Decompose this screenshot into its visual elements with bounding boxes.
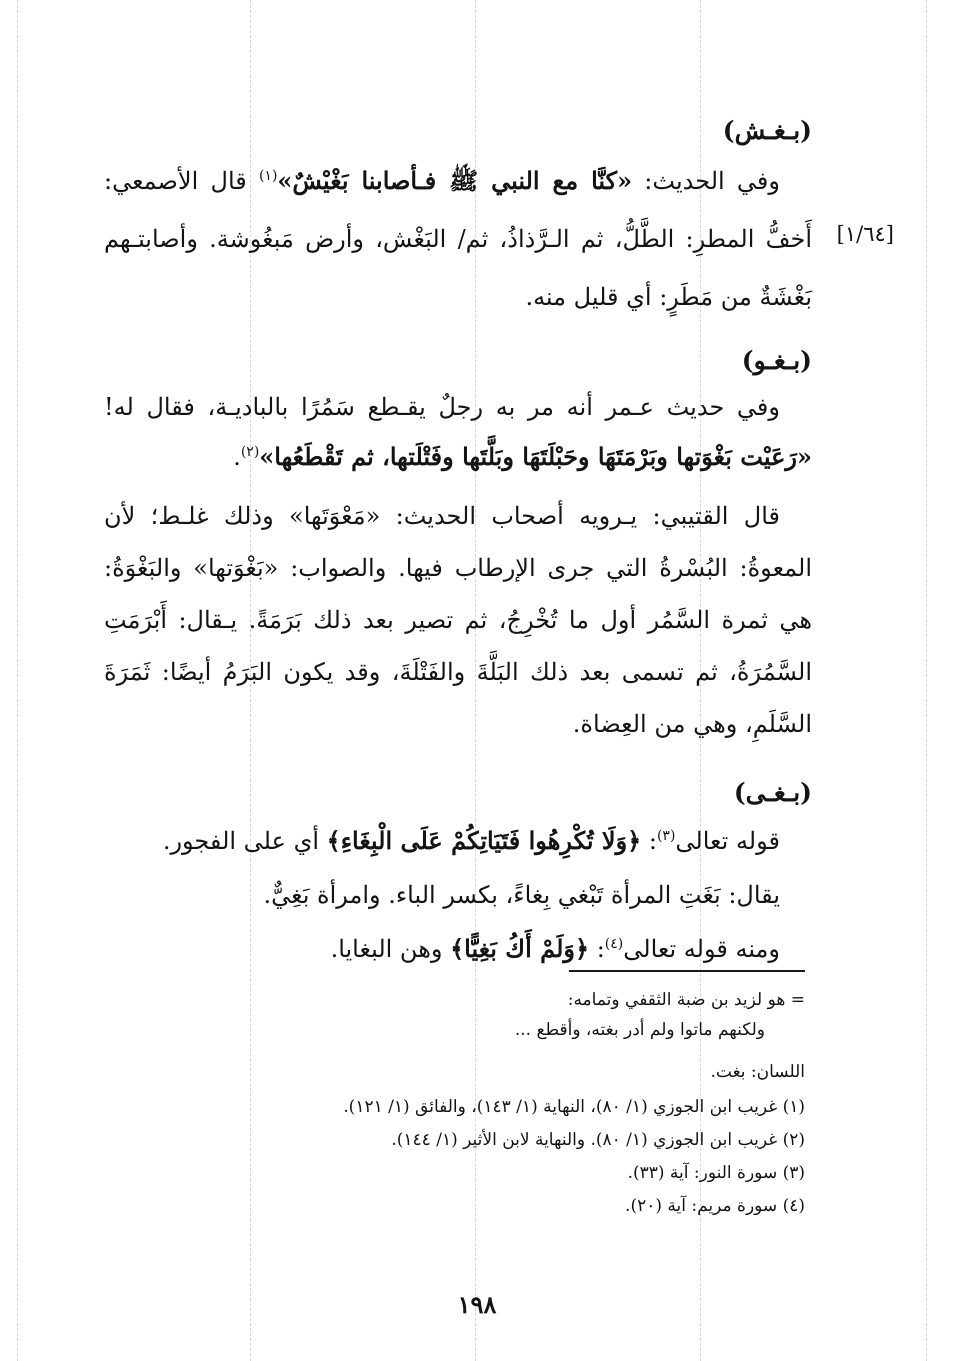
page-number: ١٩٨ — [457, 1290, 497, 1319]
entry-bghw — [104, 340, 812, 750]
footnote-continuation: اللسان: بغت. — [710, 1062, 805, 1082]
page-body — [104, 110, 812, 976]
entry-heading: (بـغـش) — [722, 116, 812, 145]
entry-paragraph: قال القتيبي: يـرويه أصحاب الحديث: «مَعْوَتَها» وذلك غلـط؛ لأن المعوةُ: البُسْرةُ التي جرى الإرطاب فيها. والصواب: «بَغْوَتها» والبَغْوَةُ: هي ثمرة السَّمُر أول ما تُخْرِجُ، ثم تصير بعد ذلك بَرَمَةً. يـقال: أَبْرَمَتِ السَّمُرَةُ، ثم تسمى بعد ذلك البَلَّةَ والفَتْلَةَ، وقد يكون البَرَمُ أيضًا: ثَمَرَةَ السَّلَمِ، وهي من العِضاة. — [104, 502, 812, 738]
scan-fold-line — [17, 0, 18, 1361]
footnote-item: (١) غريب ابن الجوزي (١/ ٨٠)، النهاية (١/ ١٤٣)، والفائق (١/ ١٢١). — [343, 1097, 805, 1117]
entry-heading: (بـغـو) — [741, 346, 812, 375]
footnote-marker: (١) — [258, 168, 278, 184]
footnote-marker: (٤) — [604, 936, 624, 952]
hadith-quote: «كنَّا مع النبي ﷺ فـأصابنا بَغْيْشٌ» — [277, 166, 633, 195]
quran-verse: ﴿وَلَمْ أَكُ بَغِيًّا﴾ — [450, 934, 590, 963]
footnote-item: (٤) سورة مريم: آية (٢٠). — [625, 1196, 805, 1216]
hadith-quote: «رَعَيْت بَغْوَتها وبَرْمَتَهَا وحَبْلَتَهَا وبَلَّتَها وفَتْلَتها، ثم تَقْطَعُها» — [259, 442, 812, 471]
entry-bghy — [104, 772, 812, 976]
entry-paragraph: قوله تعالى$^{(٣)}$: ﴿وَلَا تُكْرِهُوا فَتَيَاتِكُمْ عَلَى الْبِغَاءِ﴾ أي على الفجور. — [162, 826, 780, 855]
footnote-separator — [569, 970, 805, 972]
footnote-item: (٣) سورة النور: آية (٣٣). — [627, 1163, 805, 1183]
entry-paragraph: وفي الحديث: «كنَّا مع النبي ﷺ فـأصابنا بَغْيْشٌ»$^{(١)}$ قال الأصمعي: أَخفُّ المطرِ: الطَّلُّ، ثم الـرَّذاذُ، ثم/ البَغْش، وأرض مَبغُوشة. وأصابتـهم بَغْشَةٌ من مَطَرٍ: أي قليل منه. — [104, 166, 812, 311]
entry-bghsh — [104, 110, 812, 326]
footnote-continuation: = هو لزيد بن ضبة الثقفي وتمامه: — [567, 990, 805, 1010]
margin-reference: [١/٦٤] — [836, 222, 894, 246]
quran-verse: ﴿وَلَا تُكْرِهُوا فَتَيَاتِكُمْ عَلَى الْبِغَاءِ﴾ — [326, 826, 642, 855]
entry-paragraph: وفي حديث عـمر أنه مر به رجلٌ يقـطع سَمُرًا بالباديـة، فقال له! «رَعَيْت بَغْوَتها وبَرْمَتَهَا وحَبْلَتَهَا وبَلَّتَها وفَتْلَتها، ثم تَقْطَعُها»$^{(٢)}$. — [104, 393, 812, 471]
footnote-verse: ولكنهم ماتوا ولم أدر بغته، وأقطع ... — [514, 1020, 765, 1040]
entry-paragraph: يقال: بَغَتِ المرأة تَبْغي بِغاءً، بكسر الباء. وامرأة بَغِيٌّ. — [263, 881, 780, 909]
footnote-item: (٢) غريب ابن الجوزي (١/ ٨٠). والنهاية لابن الأثير (١/ ١٤٤). — [391, 1130, 805, 1150]
footnote-marker: (٢) — [240, 444, 260, 460]
footnotes — [210, 985, 805, 1223]
footnote-marker: (٣) — [656, 828, 676, 844]
entry-paragraph: ومنه قوله تعالى$^{(٤)}$: ﴿وَلَمْ أَكُ بَغِيًّا﴾ وهن البغايا. — [330, 934, 780, 963]
scan-fold-line — [926, 0, 927, 1361]
entry-heading: (بـغـى) — [733, 778, 812, 807]
